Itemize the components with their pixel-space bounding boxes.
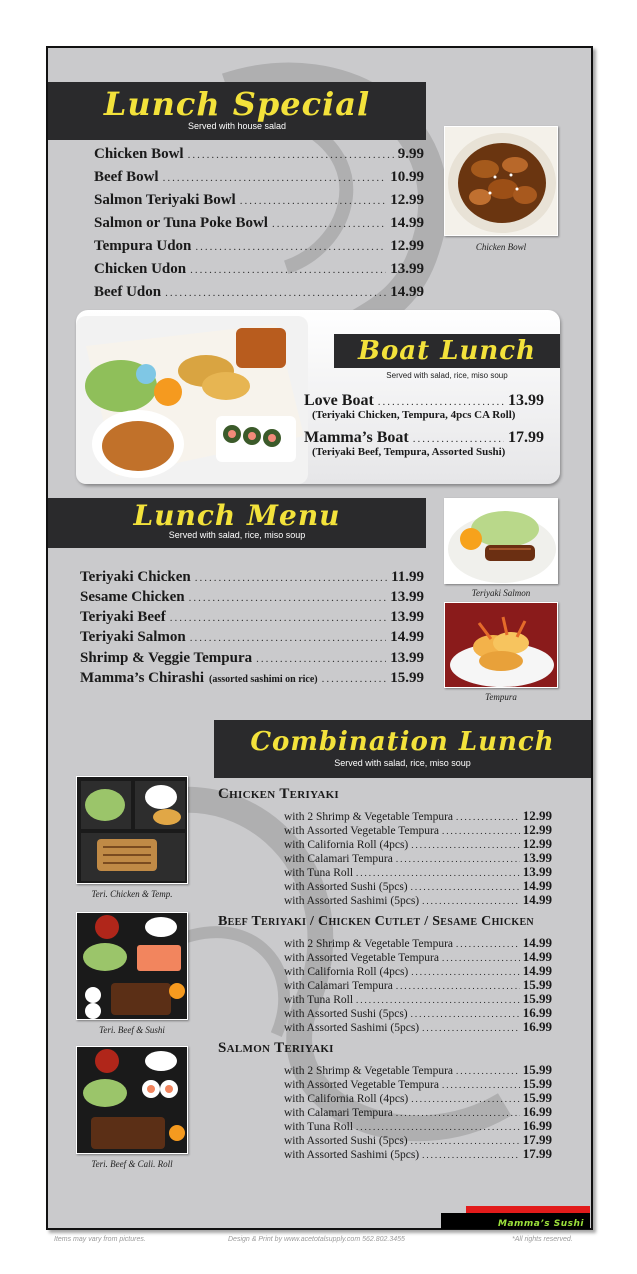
table-row: with Calamari Tempura ..... 13.99 [284, 850, 552, 866]
teriyaki-salmon-photo [444, 498, 558, 584]
table-row: with California Roll (4pcs) ..... 15.99 [284, 1090, 552, 1106]
brand-logo-text: Mamma’s Sushi [497, 1219, 584, 1229]
chicken-bowl-caption: Chicken Bowl [475, 242, 527, 252]
table-row: with Assorted Vegetable Tempura ..... 14.99 [284, 949, 552, 965]
teri-beef-sushi-photo [76, 912, 188, 1020]
combination-lunch-title: Combination Lunch [250, 727, 555, 757]
boat-item-love-boat-desc: (Teriyaki Chicken, Tempura, 4pcs CA Roll) [312, 409, 516, 421]
table-row: with California Roll (4pcs) ..... 14.99 [284, 963, 552, 979]
lunch-special-subtitle: Served with house salad [187, 121, 287, 131]
boat-lunch-banner [334, 334, 560, 368]
list-item: Beef Bowl ..... 10.99 [94, 169, 424, 186]
table-row: with 2 Shrimp & Vegetable Tempura ..... 12.99 [284, 808, 552, 824]
list-item: Teriyaki Beef ..... 13.99 [80, 609, 424, 626]
lunch-special-banner [48, 82, 426, 140]
list-item: Beef Udon ..... 14.99 [94, 284, 424, 301]
footer-disclaimer: Items may vary from pictures. [54, 1236, 146, 1243]
combo-heading-salmon-teriyaki: Salmon Teriyaki [218, 1040, 334, 1056]
tempura-photo [444, 602, 558, 688]
table-row: with Tuna Roll ..... 13.99 [284, 864, 552, 880]
table-row: with Tuna Roll ..... 16.99 [284, 1118, 552, 1134]
list-item: Chicken Bowl ..... 9.99 [94, 146, 424, 163]
boat-lunch-photo [76, 316, 308, 484]
table-row: with Calamari Tempura ..... 15.99 [284, 977, 552, 993]
boat-item-mammas-boat-desc: (Teriyaki Beef, Tempura, Assorted Sushi) [312, 446, 506, 458]
table-row: with Assorted Vegetable Tempura ..... 12.99 [284, 822, 552, 838]
teri-beef-cali-roll-caption: Teri. Beef & Cali. Roll [91, 1159, 173, 1169]
table-row: with Calamari Tempura ..... 16.99 [284, 1104, 552, 1120]
footer-credit: Design & Print by www.acetotalsupply.com 562.802.3455 [228, 1236, 405, 1243]
table-row: with Assorted Sushi (5pcs) ..... 17.99 [284, 1132, 552, 1148]
boat-item-love-boat: Love Boat ..... 13.99 [304, 392, 544, 410]
list-item: Shrimp & Veggie Tempura ..... 13.99 [80, 650, 424, 667]
footer-rights: *All rights reserved. [512, 1236, 573, 1243]
table-row: with California Roll (4pcs) ..... 12.99 [284, 836, 552, 852]
brand-accent-bar [466, 1206, 590, 1213]
teriyaki-salmon-caption: Teriyaki Salmon [471, 588, 531, 598]
list-item: Tempura Udon ..... 12.99 [94, 238, 424, 255]
combination-lunch-banner [214, 720, 591, 778]
table-row: with 2 Shrimp & Vegetable Tempura ..... 15.99 [284, 1062, 552, 1078]
lunch-special-title: Lunch Special [103, 85, 371, 123]
table-row: with Assorted Sashimi (5pcs) ..... 14.99 [284, 892, 552, 908]
list-item: Mamma’s Chirashi (assorted sashimi on rice) ..... 15.99 [80, 670, 424, 687]
boat-item-mammas-boat: Mamma’s Boat ..... 17.99 [304, 429, 544, 447]
table-row: with 2 Shrimp & Vegetable Tempura ..... 14.99 [284, 935, 552, 951]
table-row: with Assorted Vegetable Tempura ..... 15.99 [284, 1076, 552, 1092]
teri-beef-sushi-caption: Teri. Beef & Sushi [99, 1025, 165, 1035]
teri-chicken-temp-caption: Teri. Chicken & Temp. [91, 889, 173, 899]
tempura-caption: Tempura [485, 692, 517, 702]
table-row: with Assorted Sashimi (5pcs) ..... 16.99 [284, 1019, 552, 1035]
lunch-menu-title: Lunch Menu [133, 499, 341, 532]
list-item: Salmon or Tuna Poke Bowl ..... 14.99 [94, 215, 424, 232]
table-row: with Tuna Roll ..... 15.99 [284, 991, 552, 1007]
combo-heading-chicken-teriyaki: Chicken Teriyaki [218, 786, 340, 802]
teri-chicken-temp-photo [76, 776, 188, 884]
chicken-bowl-photo [444, 126, 558, 236]
lunch-menu-subtitle: Served with salad, rice, miso soup [168, 530, 306, 540]
lunch-menu-banner [48, 498, 426, 548]
table-row: with Assorted Sushi (5pcs) ..... 16.99 [284, 1005, 552, 1021]
list-item: Teriyaki Chicken ..... 11.99 [80, 569, 424, 586]
combination-lunch-subtitle: Served with salad, rice, miso soup [334, 758, 471, 768]
teri-beef-cali-roll-photo [76, 1046, 188, 1154]
boat-lunch-title: Boat Lunch [357, 336, 537, 366]
list-item: Teriyaki Salmon ..... 14.99 [80, 629, 424, 646]
brand-logo [441, 1213, 590, 1229]
list-item: Chicken Udon ..... 13.99 [94, 261, 424, 278]
list-item: Sesame Chicken ..... 13.99 [80, 589, 424, 606]
list-item: Salmon Teriyaki Bowl ..... 12.99 [94, 192, 424, 209]
boat-lunch-subtitle: Served with salad, rice, miso soup [386, 371, 508, 380]
combo-heading-beef-chicken-cutlet-sesame: Beef Teriyaki / Chicken Cutlet / Sesame Chicken [218, 914, 534, 929]
table-row: with Assorted Sushi (5pcs) ..... 14.99 [284, 878, 552, 894]
table-row: with Assorted Sashimi (5pcs) ..... 17.99 [284, 1146, 552, 1162]
